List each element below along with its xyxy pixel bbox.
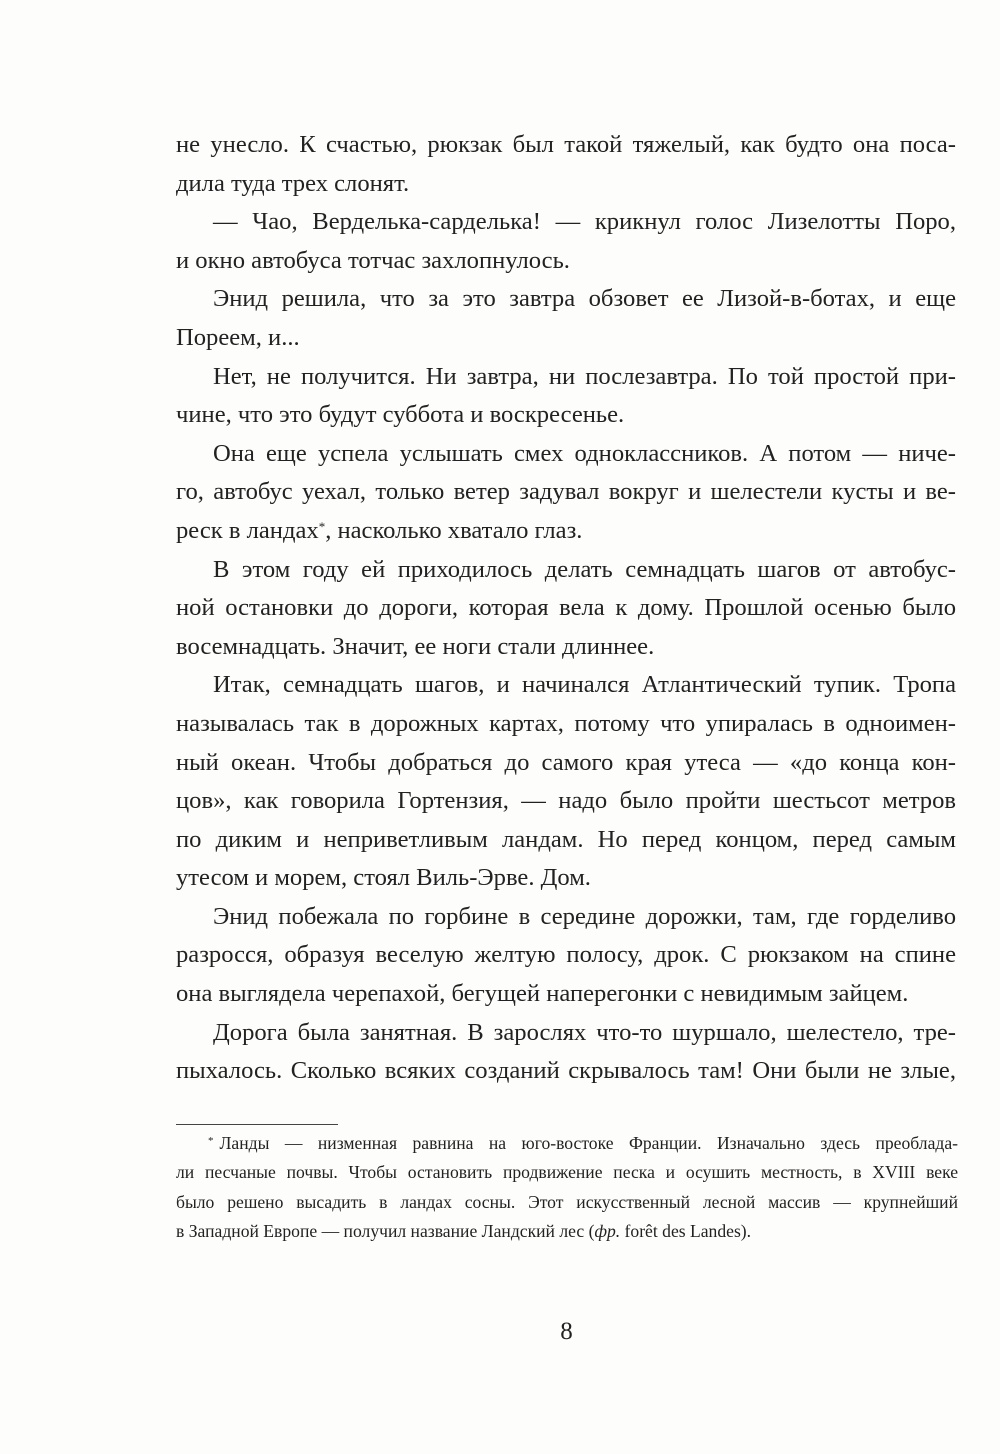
footnote-marker: * [208, 1135, 214, 1147]
footnote-divider [176, 1124, 338, 1125]
text-line: — Чао, Верделька-сарделька! — крикнул голос Лизелотты Поро, [213, 208, 956, 236]
text-fragment: реск в ландах [176, 516, 319, 544]
footnote-text: forêt des Landes). [620, 1221, 752, 1242]
footnote-line [176, 1217, 958, 1246]
text-line: Нет, не получится. Ни завтра, ни послезавтра. По той простой при- [213, 362, 956, 390]
footnote-line [176, 1129, 958, 1158]
text-line: дила туда трех слонят. [176, 169, 410, 197]
text-line: Энид побежала по горбине в середине дорожки, там, где горделиво [213, 902, 956, 930]
footnote-text: Ланды — низменная равнина на юго-востоке Франции. Изначально здесь преоблада- [219, 1133, 958, 1153]
text-fragment: , насколько хватало глаз. [325, 516, 583, 544]
footnote-line: ли песчаные почвы. Чтобы остановить продвижение песка и осушить местность, в XVIII веке [176, 1162, 958, 1183]
text-line: разросся, образуя веселую желтую полосу, дрок. С рюкзаком на спине [176, 941, 956, 969]
footnote-reference: * [318, 518, 326, 534]
text-line: Дорога была занятная. В зарослях что-то шуршало, шелестело, тре- [213, 1018, 956, 1046]
text-line: ный океан. Чтобы добраться до самого края утеса — «до конца кон- [176, 748, 956, 776]
text-line: восемнадцать. Значит, ее ноги стали длиннее. [176, 632, 655, 660]
text-line: цов», как говорила Гортензия, — надо было пройти шестьсот метров [176, 787, 956, 815]
text-line: Она еще успела услышать смех одноклассников. А потом — ниче- [213, 439, 956, 467]
text-line: Пореем, и... [176, 323, 300, 351]
text-line: чине, что это будут суббота и воскресенье. [176, 401, 625, 429]
text-line: пыхалось. Сколько всяких созданий скрывалось там! Они были не злые, [176, 1057, 956, 1085]
text-line: В этом году ей приходилось делать семнадцать шагов от автобус- [213, 555, 956, 583]
text-line: Энид решила, что за это завтра обзовет ее Лизой-в-ботах, и еще [213, 285, 956, 313]
footnote-abbreviation: фр. [594, 1221, 621, 1242]
footnote-text: в Западной Европе — получил название Ландский лес ( [176, 1221, 595, 1242]
text-line: не унесло. К счастью, рюкзак был такой тяжелый, как будто она поса- [176, 131, 956, 158]
text-line: и окно автобуса тотчас захлопнулось. [176, 246, 570, 274]
footnote [176, 1129, 958, 1247]
text-line: называлась так в дорожных картах, потому что упиралась в одноимен- [176, 709, 956, 737]
footnote-line: было решено высадить в ландах сосны. Этот искусственный лесной массив — крупнейший [176, 1191, 958, 1212]
text-line: она выглядела черепахой, бегущей наперегонки с невидимым зайцем. [176, 980, 909, 1008]
text-line: по диким и неприветливым ландам. Но перед концом, перед самым [176, 825, 956, 853]
text-line-with-footnote [176, 512, 956, 551]
text-line: ной остановки до дороги, которая вела к дому. Прошлой осенью было [176, 594, 956, 622]
text-line: го, автобус уехал, только ветер задувал вокруг и шелестели кусты и ве- [176, 478, 956, 506]
text-line: утесом и морем, стоял Виль-Эрве. Дом. [176, 864, 591, 892]
text-line: Итак, семнадцать шагов, и начинался Атлантический тупик. Тропа [213, 671, 956, 699]
main-text [176, 126, 956, 1091]
page-number: 8 [560, 1318, 573, 1345]
